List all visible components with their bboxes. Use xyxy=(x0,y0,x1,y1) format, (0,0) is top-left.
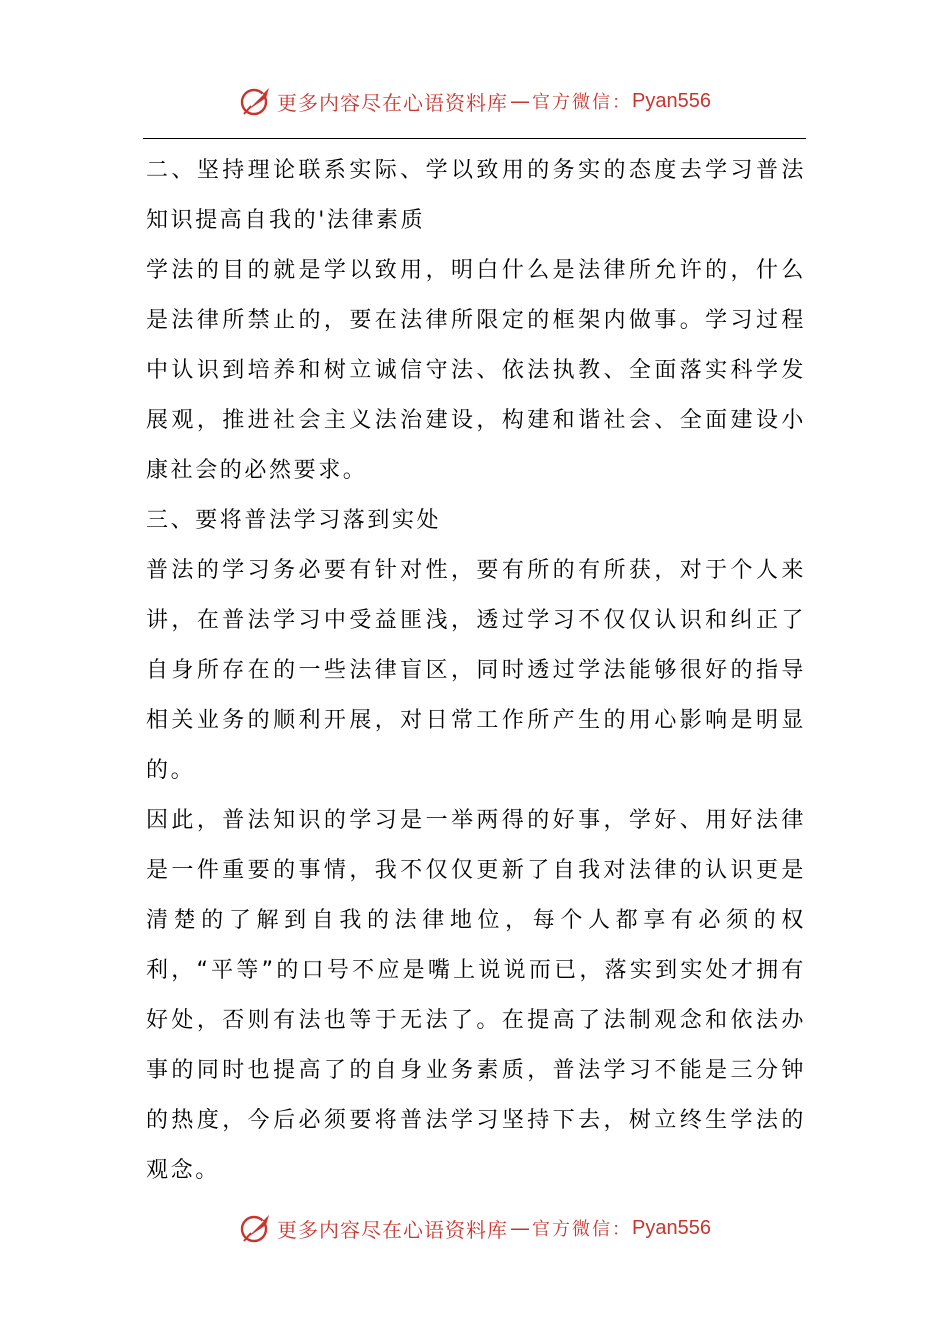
paragraph: 学法的目的就是学以致用，明白什么是法律所允许的，什么是法律所禁止的，要在法律所限定的框架内做事。学习过程中认识到培养和树立诚信守法、依法执教、全面落实科学发展观，推进社会主义法治建设，构建和谐社会、全面建设小康社会的必然要求。 xyxy=(146,258,806,483)
paragraph: 因此，普法知识的学习是一举两得的好事，学好、用好法律是一件重要的事情，我不仅仅更新了自我对法律的认识更是清楚的了解到自我的法律地位，每个人都享有必须的权利，“平等”的口号不应是嘴上说说而已，落实到实处才拥有好处，否则有法也等于无法了。在提高了法制观念和依法办事的同时也提高了的自身业务素质，普法学习不能是三分钟的热度，今后必须要将普法学习坚持下去，树立终生学法的观念。 xyxy=(146,808,806,1183)
page-header xyxy=(0,84,950,118)
paragraph: 普法的学习务必要有针对性，要有所的有所获，对于个人来讲，在普法学习中受益匪浅，透过学习不仅仅认识和纠正了自身所存在的一些法律盲区，同时透过学法能够很好的指导相关业务的顺利开展，对日常工作所产生的用心影响是明显的。 xyxy=(146,558,806,783)
brand-wechat-id: Pyan556 xyxy=(632,89,711,112)
header-divider xyxy=(143,138,806,139)
brand-wechat-label: 官方微信： xyxy=(532,1219,633,1240)
quill-logo-icon xyxy=(239,84,273,118)
brand-logo xyxy=(239,84,711,118)
document-body xyxy=(146,146,806,1196)
brand-wechat-id: Pyan556 xyxy=(632,1216,711,1239)
page-footer xyxy=(0,1211,950,1245)
brand-wechat-label: 官方微信： xyxy=(532,92,633,113)
brand-separator: — xyxy=(510,1216,531,1240)
brand-title: 更多内容尽在心语资料库 xyxy=(277,1217,509,1242)
section-heading-2: 二、坚持理论联系实际、学以致用的务实的态度去学习普法知识提高自我的'法律素质 xyxy=(146,158,806,233)
brand-separator: — xyxy=(510,89,531,113)
section-heading-3: 三、要将普法学习落到实处 xyxy=(146,508,442,533)
quill-logo-icon xyxy=(239,1211,273,1245)
brand-title: 更多内容尽在心语资料库 xyxy=(277,90,509,115)
brand-logo xyxy=(239,1211,711,1245)
